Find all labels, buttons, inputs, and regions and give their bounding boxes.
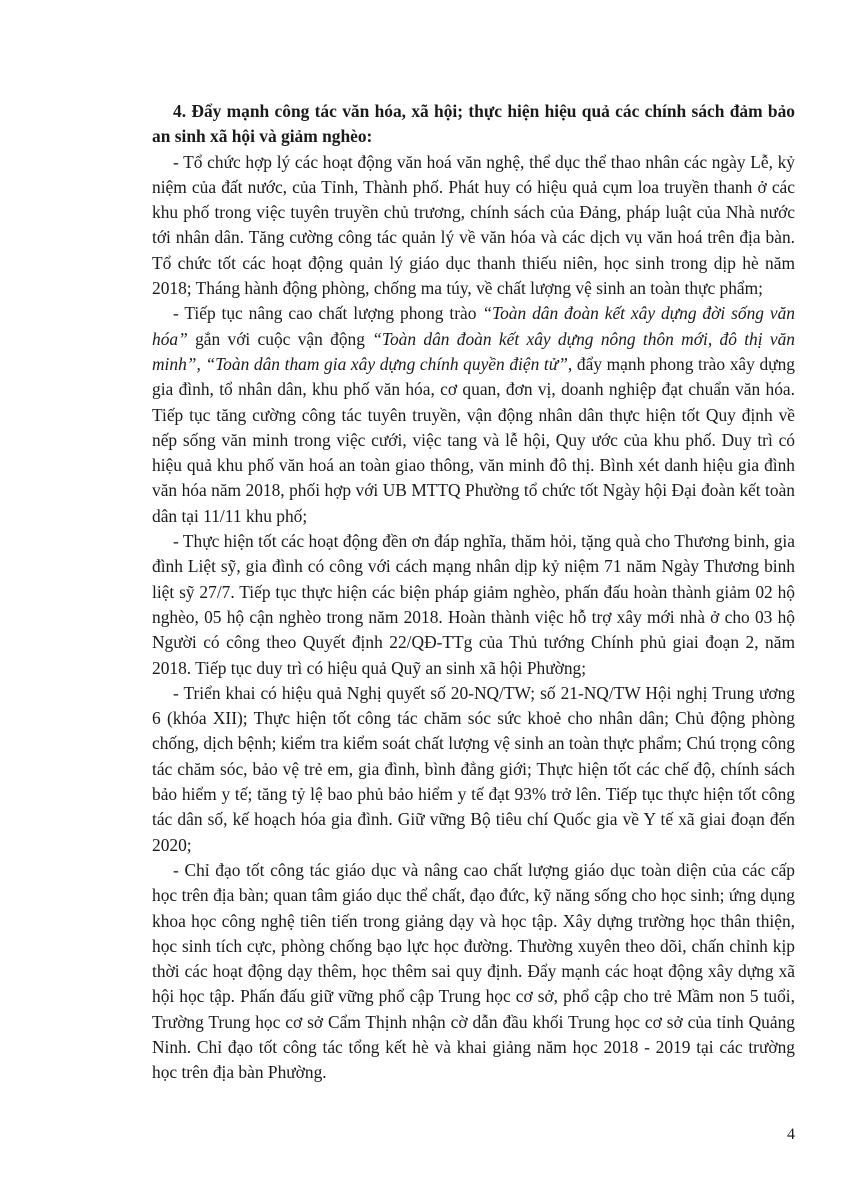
paragraph (152, 301, 795, 529)
paragraph-text: - Tổ chức hợp lý các hoạt động văn hoá văn nghệ, thể dục thể thao nhân các ngày Lễ, kỷ niệm của đất nước, của Tỉnh, Thành phố. Phát huy có hiệu quả cụm loa truyền thanh ở các khu phố trong việc tuyên truyền chủ trương, chính sách của Đảng, pháp luật của Nhà nước tới nhân dân. Tăng cường công tác quản lý về văn hóa và các dịch vụ văn hoá trên địa bàn. Tổ chức tốt các hoạt động quản lý giáo dục thanh thiếu niên, học sinh trong dịp hè năm 2018; Tháng hành động phòng, chống ma túy, về chất lượng vệ sinh an toàn thực phẩm; (152, 151, 795, 299)
page-number: 4 (787, 1126, 795, 1143)
section-heading: 4. Đẩy mạnh công tác văn hóa, xã hội; thực hiện hiệu quả các chính sách đảm bảo an sinh xã hội và giảm nghèo: (152, 101, 795, 147)
paragraph-text: - Triển khai có hiệu quả Nghị quyết số 20-NQ/TW; số 21-NQ/TW Hội nghị Trung ương 6 (khóa XII); Thực hiện tốt công tác chăm sóc sức khoẻ cho nhân dân; Chủ động phòng chống, dịch bệnh; kiểm tra kiểm soát chất lượng vệ sinh an toàn thực phẩm; Chú trọng công tác chăm sóc, bảo vệ trẻ em, gia đình, bình đẳng giới; Thực hiện tốt các chế độ, chính sách bảo hiểm y tế; tăng tỷ lệ bao phủ bảo hiểm y tế đạt 93% trở lên. Tiếp tục thực hiện tốt công tác dân số, kế hoạch hóa gia đình. Giữ vững Bộ tiêu chí Quốc gia về Y tế xã giai đoạn đến 2020; (152, 682, 795, 855)
paragraph (152, 529, 795, 681)
paragraph-text: - Chỉ đạo tốt công tác giáo dục và nâng cao chất lượng giáo dục toàn diện của các cấp học trên địa bàn; quan tâm giáo dục thể chất, đạo đức, kỹ năng sống cho học sinh; ứng dụng khoa học công nghệ tiên tiến trong giảng dạy và học tập. Xây dựng trường học thân thiện, học sinh tích cực, phòng chống bạo lực học đường. Thường xuyên theo dõi, chấn chỉnh kịp thời các hoạt động dạy thêm, học thêm sai quy định. Đẩy mạnh các hoạt động xây dựng xã hội học tập. Phấn đấu giữ vững phổ cập Trung học cơ sở, phổ cập cho trẻ Mầm non 5 tuổi, Trường Trung học cơ sở Cẩm Thịnh nhận cờ dẫn đầu khối Trung học cơ sở của tỉnh Quảng Ninh. Chỉ đạo tốt công tác tổng kết hè và khai giảng năm học 2018 - 2019 tại các trường học trên địa bàn Phường. (152, 859, 795, 1083)
paragraph-text: - Thực hiện tốt các hoạt động đền ơn đáp nghĩa, thăm hỏi, tặng quà cho Thương binh, gia đình Liệt sỹ, gia đình có công với cách mạng nhân dịp kỷ niệm 71 năm Ngày Thương binh liệt sỹ 27/7. Tiếp tục thực hiện các biện pháp giảm nghèo, phấn đấu hoàn thành giảm 02 hộ nghèo, 05 hộ cận nghèo trong năm 2018. Hoàn thành việc hỗ trợ xây mới nhà ở cho 03 hộ Người có công theo Quyết định 22/QĐ-TTg của Thủ tướng Chính phủ giai đoạn 2, năm 2018. Tiếp tục duy trì có hiệu quả Quỹ an sinh xã hội Phường; (152, 531, 795, 678)
document-body (152, 99, 795, 1086)
paragraph-text: gắn với cuộc vận động (187, 328, 373, 349)
paragraph (152, 681, 795, 858)
quoted-movement: “Toàn dân đoàn kết xây dựng đời sống văn hóa” (152, 303, 795, 349)
quoted-movement: “Toàn dân đoàn kết xây dựng nông thôn mới, đô thị văn minh”, “Toàn dân tham gia xây dựng chính quyền điện tử” (152, 328, 795, 374)
paragraph-text: - Tiếp tục nâng cao chất lượng phong trào (173, 303, 483, 324)
paragraph-text: , đẩy mạnh phong trào xây dựng gia đình, tổ nhân dân, khu phố văn hóa, cơ quan, đơn vị, doanh nghiệp đạt chuẩn văn hóa. Tiếp tục tăng cường công tác tuyên truyền, vận động nhân dân thực hiện tốt Quy định về nếp sống văn minh trong việc cưới, việc tang và lễ hội, Quy ước của khu phố. Duy trì có hiệu quả khu phố văn hoá an toàn giao thông, văn minh đô thị. Bình xét danh hiệu gia đình văn hóa năm 2018, phối hợp với UB MTTQ Phường tổ chức tốt Ngày hội Đại đoàn kết toàn dân tại 11/11 khu phố; (152, 353, 795, 526)
paragraph (152, 858, 795, 1086)
paragraph (152, 150, 795, 302)
